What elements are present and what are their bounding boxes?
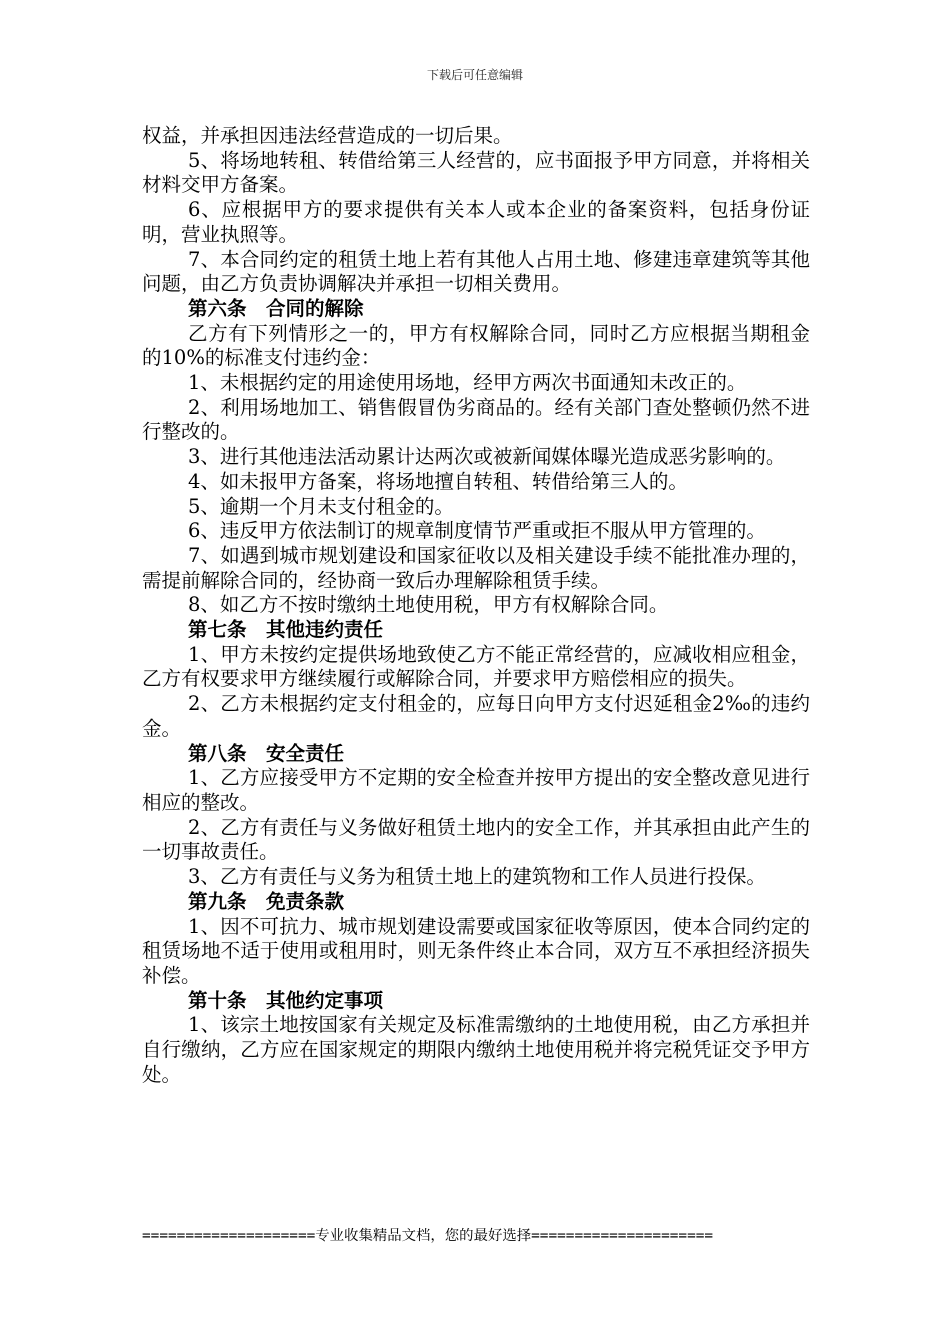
- paragraph: 7、本合同约定的租赁土地上若有其他人占用土地、修建违章建筑等其他问题，由乙方负责协调解决并承担一切相关费用。: [142, 247, 810, 296]
- paragraph: 1、甲方未按约定提供场地致使乙方不能正常经营的，应减收相应租金，乙方有权要求甲方继续履行或解除合同，并要求甲方赔偿相应的损失。: [142, 642, 810, 691]
- paragraph: 乙方有下列情形之一的，甲方有权解除合同，同时乙方应根据当期租金的10%的标准支付违约金：: [142, 321, 810, 370]
- paragraph: 5、将场地转租、转借给第三人经营的，应书面报予甲方同意，并将相关材料交甲方备案。: [142, 148, 810, 197]
- paragraph: 3、乙方有责任与义务为租赁土地上的建筑物和工作人员进行投保。: [188, 865, 766, 889]
- section-heading: 第八条 安全责任: [188, 741, 345, 765]
- paragraph: 6、应根据甲方的要求提供有关本人或本企业的备案资料，包括身份证明，营业执照等。: [142, 198, 810, 246]
- paragraph: 4、如未报甲方备案，将场地擅自转租、转借给第三人的。: [188, 469, 688, 493]
- page-header: 下载后可任意编辑: [426, 68, 523, 82]
- paragraph: 5、逾期一个月未支付租金的。: [188, 494, 454, 518]
- paragraph: 2、乙方未根据约定支付租金的，应每日向甲方支付迟延租金2‰的违约金。: [142, 692, 810, 740]
- section-heading: 第七条 其他违约责任: [188, 618, 384, 642]
- paragraph: 3、进行其他违法活动累计达两次或被新闻媒体曝光造成恶劣影响的。: [188, 445, 786, 469]
- paragraph: 6、违反甲方依法制订的规章制度情节严重或拒不服从甲方管理的。: [188, 519, 766, 543]
- paragraph: 1、该宗土地按国家有关规定及标准需缴纳的土地使用税，由乙方承担并自行缴纳，乙方应在国家规定的期限内缴纳土地使用税并将完税凭证交予甲方处。: [142, 1013, 810, 1086]
- section-heading: 第六条 合同的解除: [188, 296, 364, 320]
- page-footer: ====================专业收集精品文档，您的最好选择=====================: [142, 1228, 714, 1244]
- document-body: [142, 124, 810, 1087]
- paragraph: 权益，并承担因违法经营造成的一切后果。: [142, 124, 513, 147]
- paragraph: 1、因不可抗力、城市规划建设需要或国家征收等原因，使本合同约定的租赁场地不适于使用或租用时，则无条件终止本合同，双方互不承担经济损失补偿。: [142, 914, 810, 987]
- paragraph: 2、利用场地加工、销售假冒伪劣商品的。经有关部门查处整顿仍然不进行整改的。: [142, 395, 810, 444]
- section-heading: 第九条 免责条款: [188, 889, 345, 913]
- paragraph: 8、如乙方不按时缴纳土地使用税，甲方有权解除合同。: [188, 593, 669, 617]
- paragraph: 7、如遇到城市规划建设和国家征收以及相关建设手续不能批准办理的，需提前解除合同的，经协商一致后办理解除租赁手续。: [142, 543, 810, 592]
- paragraph: 1、乙方应接受甲方不定期的安全检查并按甲方提出的安全整改意见进行相应的整改。: [142, 766, 810, 814]
- section-heading: 第十条 其他约定事项: [188, 988, 384, 1012]
- paragraph: 1、未根据约定的用途使用场地，经甲方两次书面通知未改正的。: [188, 371, 747, 395]
- paragraph: 2、乙方有责任与义务做好租赁土地内的安全工作，并其承担由此产生的一切事故责任。: [142, 815, 810, 864]
